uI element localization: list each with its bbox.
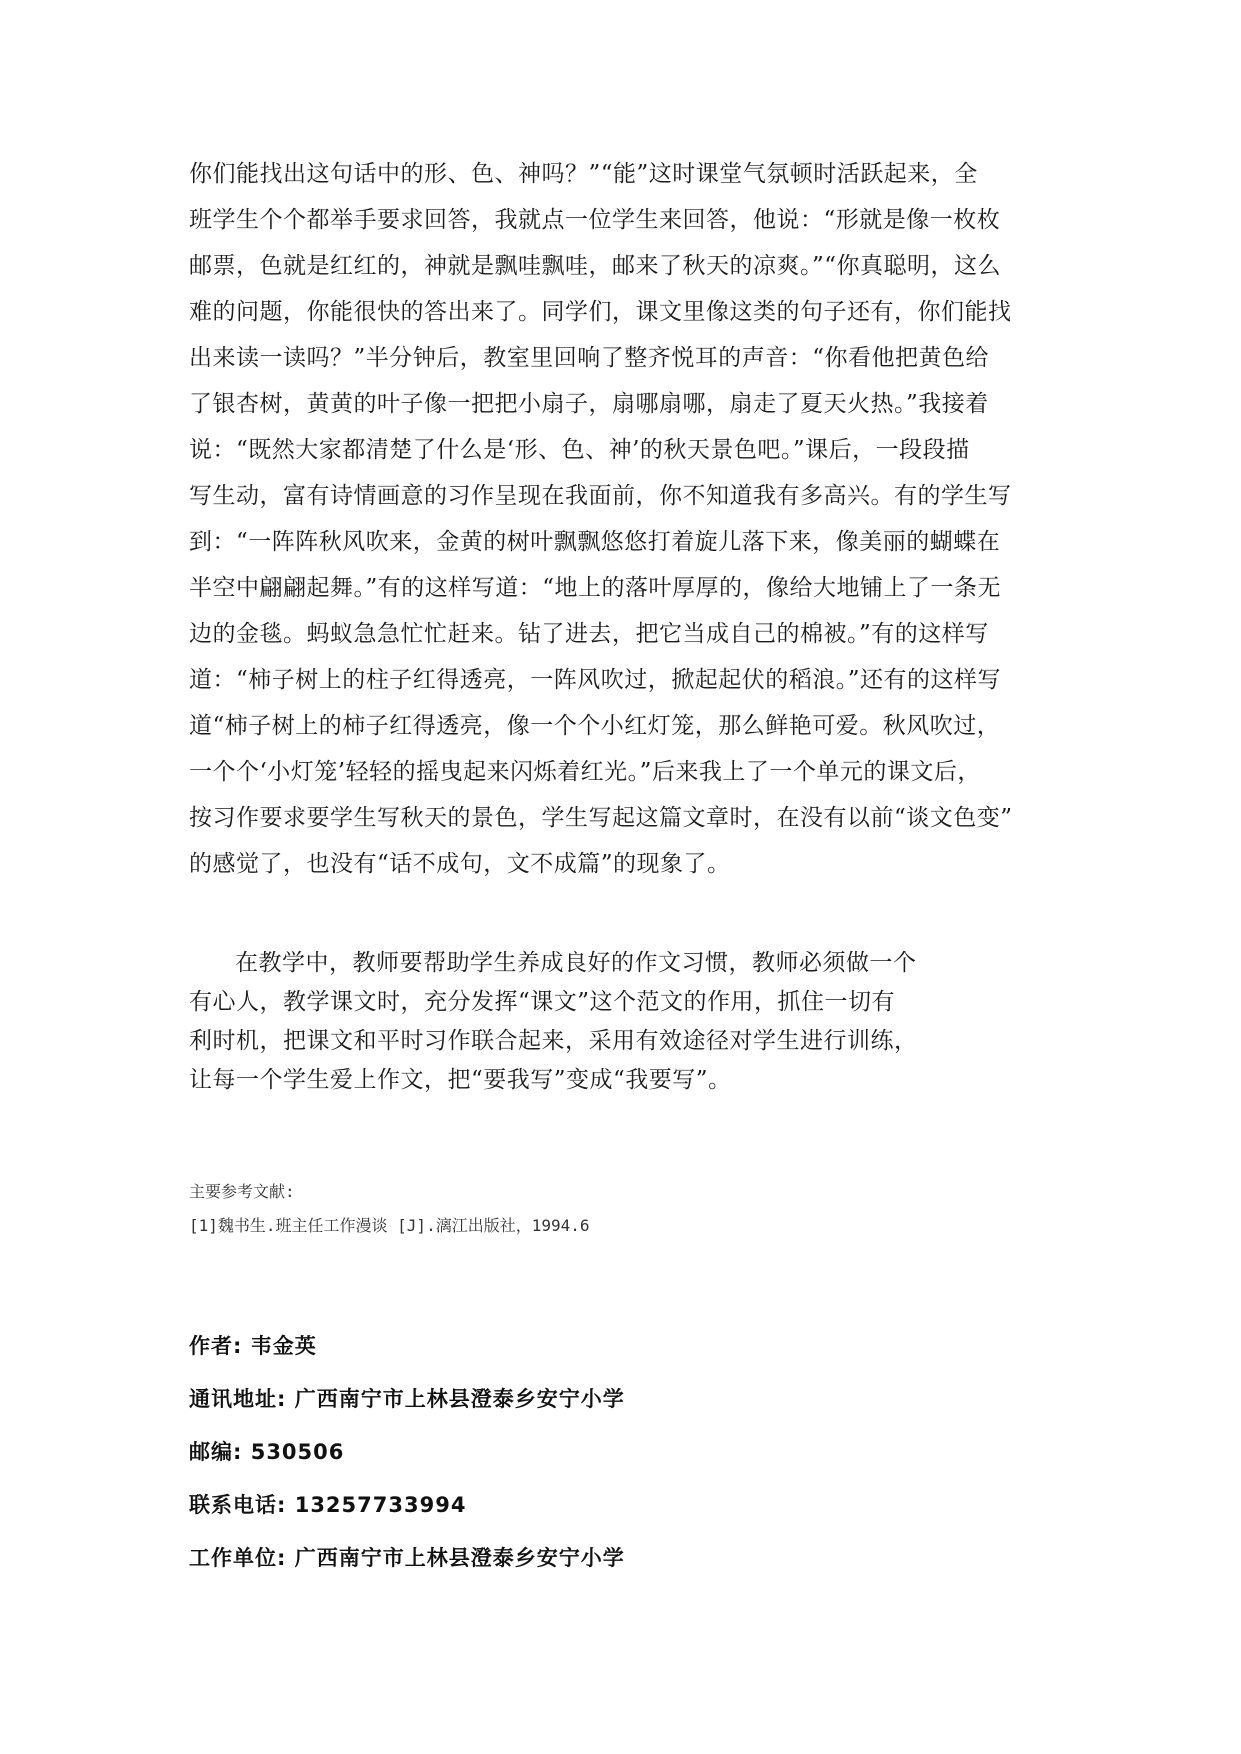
- paragraph-line: 按习作要求要学生写秋天的景色，学生写起这篇文章时，在没有以前“谈文色变”: [189, 805, 1013, 831]
- paragraph-line: 利时机，把课文和平时习作联合起来，采用有效途径对学生进行训练，: [189, 1028, 918, 1054]
- paragraph-line: 的感觉了，也没有“话不成句，文不成篇”的现象了。: [189, 851, 731, 877]
- author-name: 作者: 韦金英: [189, 1334, 317, 1358]
- paragraph-line: 到：“一阵阵秋风吹来，金黄的树叶飘飘悠悠打着旋儿落下来，像美丽的蝴蝶在: [189, 529, 1001, 555]
- references-heading: 主要参考文献:: [189, 1182, 295, 1201]
- mailing-address: 通讯地址: 广西南宁市上林县澄泰乡安宁小学: [189, 1387, 625, 1411]
- references-section: [189, 1175, 1049, 1243]
- body-paragraph-2: [189, 944, 1009, 1100]
- paragraph-line: 班学生个个都举手要求回答，我就点一位学生来回答，他说：“形就是像一枚枚: [189, 207, 1001, 233]
- paragraph-line: 道“柿子树上的柿子红得透亮，像一个个小红灯笼，那么鲜艳可爱。秋风吹过，: [189, 713, 1001, 739]
- paragraph-line: 边的金毯。蚂蚁急急忙忙赶来。钻了进去，把它当成自己的棉被。”有的这样写: [189, 621, 989, 647]
- reference-item: [1]魏书生.班主任工作漫谈 [J].漓江出版社，1994.6: [189, 1216, 590, 1235]
- paragraph-line: 邮票，色就是红红的，神就是飘哇飘哇，邮来了秋天的凉爽。”“你真聪明，这么: [189, 253, 1002, 279]
- paragraph-line: 了银杏树，黄黄的叶子像一把把小扇子，扇哪扇哪，扇走了夏天火热。”我接着: [189, 391, 989, 417]
- paragraph-line: 在教学中，教师要帮助学生养成良好的作文习惯，教师必须做一个: [235, 950, 917, 976]
- body-paragraph-1: [189, 151, 1049, 887]
- paragraph-line: 出来读一读吗？”半分钟后，教室里回响了整齐悦耳的声音：“你看他把黄色给: [189, 345, 990, 371]
- paragraph-line: 说：“既然大家都清楚了什么是‘形、色、神’的秋天景色吧。”课后，一段段描: [189, 437, 970, 463]
- postal-code: 邮编: 530506: [189, 1440, 345, 1464]
- work-unit: 工作单位: 广西南宁市上林县澄泰乡安宁小学: [189, 1546, 625, 1570]
- contact-phone: 联系电话: 13257733994: [189, 1493, 467, 1517]
- paragraph-line: 让每一个学生爱上作文，把“要我写”变成“我要写”。: [189, 1067, 732, 1093]
- paragraph-line: 一个个‘小灯笼’轻轻的摇曳起来闪烁着红光。”后来我上了一个单元的课文后，: [189, 759, 981, 785]
- author-info-block: [189, 1320, 1049, 1585]
- paragraph-line: 半空中翩翩起舞。”有的这样写道：“地上的落叶厚厚的，像给大地铺上了一条无: [189, 575, 1002, 601]
- paragraph-line: 写生动，富有诗情画意的习作呈现在我面前，你不知道我有多高兴。有的学生写: [189, 483, 1012, 509]
- paragraph-line: 道：“柿子树上的柱子红得透亮，一阵风吹过，掀起起伏的稻浪。”还有的这样写: [189, 667, 1002, 693]
- paragraph-line: 你们能找出这句话中的形、色、神吗？”“能”这时课堂气氛顿时活跃起来，全: [189, 161, 978, 187]
- paragraph-line: 难的问题，你能很快的答出来了。同学们，课文里像这类的句子还有，你们能找: [189, 299, 1012, 325]
- paragraph-line: 有心人，教学课文时，充分发挥“课文”这个范文的作用，抓住一切有: [189, 989, 896, 1015]
